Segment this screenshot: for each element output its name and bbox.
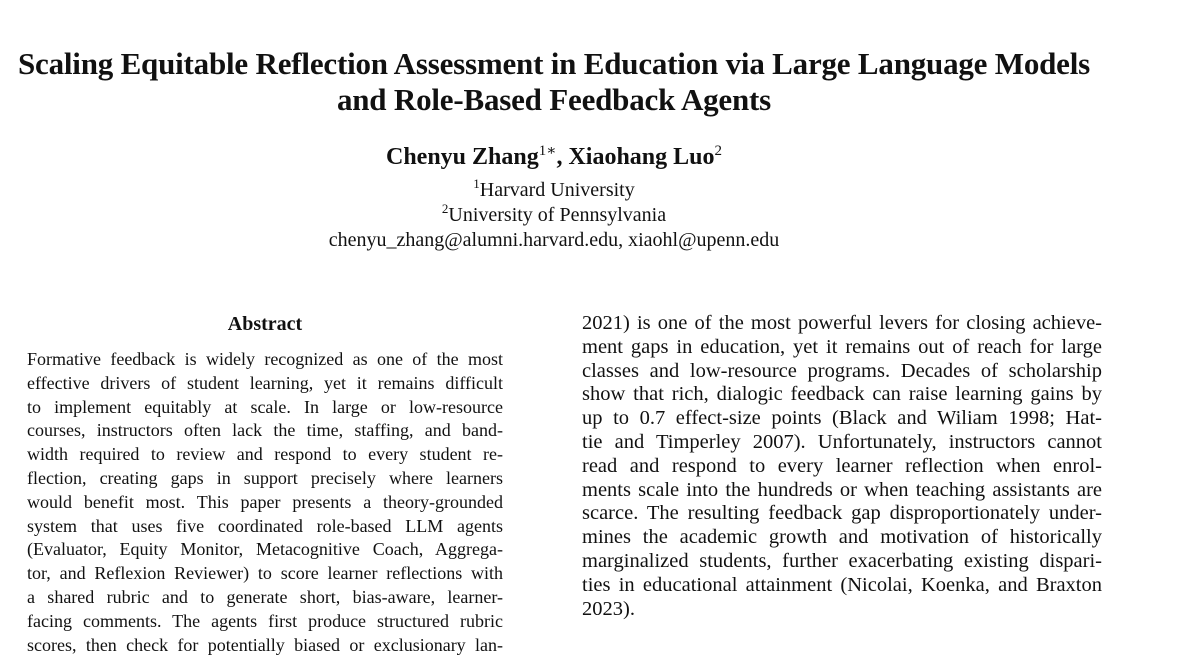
- affiliation-2: [0, 203, 1108, 228]
- abstract-body: [27, 348, 503, 657]
- author-name-2: Xiaohang Luo: [568, 144, 715, 170]
- affiliation-name-2: University of Pennsylvania: [448, 204, 667, 226]
- body-line: ties in educational attainment (Nicolai, Koenka, and Braxton: [582, 573, 1102, 596]
- affiliation-marker-2: 2: [441, 201, 449, 216]
- author-affil-marker-2: 2: [714, 143, 722, 159]
- introduction-body: [582, 312, 1102, 621]
- abstract-line: system that uses five coordinated role-based LLM agents: [27, 515, 503, 536]
- affiliation-1: [0, 178, 1108, 203]
- body-line: classes and low-resource programs. Decades of scholarship: [582, 359, 1102, 382]
- title-line-1: Scaling Equitable Reflection Assessment in Education via Large Language Models: [17, 46, 1091, 81]
- abstract-line: tor, and Reflexion Reviewer) to score learner reflections with: [27, 563, 503, 584]
- body-line: read and respond to every learner reflection when enrol-: [582, 454, 1102, 477]
- author-emails: chenyu_zhang@alumni.harvard.edu, xiaohl@upenn.edu: [328, 229, 780, 251]
- title-line-2: and Role-Based Feedback Agents: [336, 82, 772, 117]
- author-list: [0, 142, 1108, 172]
- author-separator: ,: [556, 144, 569, 170]
- abstract-line: courses, instructors often lack the time, staffing, and band-: [27, 420, 503, 441]
- abstract-line: would benefit most. This paper presents a theory-grounded: [27, 491, 503, 512]
- abstract-line: a shared rubric and to generate short, bias-aware, learner-: [27, 586, 503, 607]
- abstract-line: width required to review and respond to every student re-: [27, 444, 503, 465]
- author-affil-marker-1: 1∗: [538, 143, 557, 159]
- abstract-line: flection, creating gaps in support precisely where learners: [27, 467, 503, 488]
- abstract-line: to implement equitably at scale. In large or low-resource: [27, 396, 503, 417]
- body-line: tie and Timperley 2007). Unfortunately, instructors cannot: [582, 430, 1102, 453]
- abstract-line: facing comments. The agents first produce structured rubric: [27, 610, 503, 631]
- body-line: ments scale into the hundreds or when teaching assistants are: [582, 478, 1102, 501]
- affiliation-name-1: Harvard University: [479, 179, 635, 201]
- body-line: marginalized students, further exacerbating existing dispari-: [582, 549, 1102, 572]
- body-line: scarce. The resulting feedback gap disproportionately under-: [582, 502, 1102, 525]
- author-name-1: Chenyu Zhang: [386, 144, 539, 170]
- body-line: 2023).: [582, 597, 635, 620]
- body-line: mines the academic growth and motivation of historically: [582, 526, 1102, 549]
- body-line: show that rich, dialogic feedback can raise learning gains by: [582, 383, 1102, 406]
- body-line: up to 0.7 effect-size points (Black and Wiliam 1998; Hat-: [582, 407, 1102, 430]
- abstract-line: Formative feedback is widely recognized as one of the most: [27, 349, 503, 369]
- affiliation-marker-1: 1: [473, 176, 480, 191]
- body-line: ment gaps in education, yet it remains out of reach for large: [582, 335, 1102, 358]
- body-line: 2021) is one of the most powerful levers for closing achieve-: [582, 312, 1102, 334]
- paper-title: [0, 46, 1108, 118]
- abstract-line: effective drivers of student learning, yet it remains difficult: [27, 372, 503, 393]
- abstract-line: (Evaluator, Equity Monitor, Metacognitive Coach, Aggrega-: [27, 539, 503, 560]
- abstract-heading: Abstract: [227, 313, 303, 335]
- abstract-line: scores, then check for potentially biased or exclusionary lan-: [27, 634, 503, 655]
- affiliations: [0, 178, 1108, 253]
